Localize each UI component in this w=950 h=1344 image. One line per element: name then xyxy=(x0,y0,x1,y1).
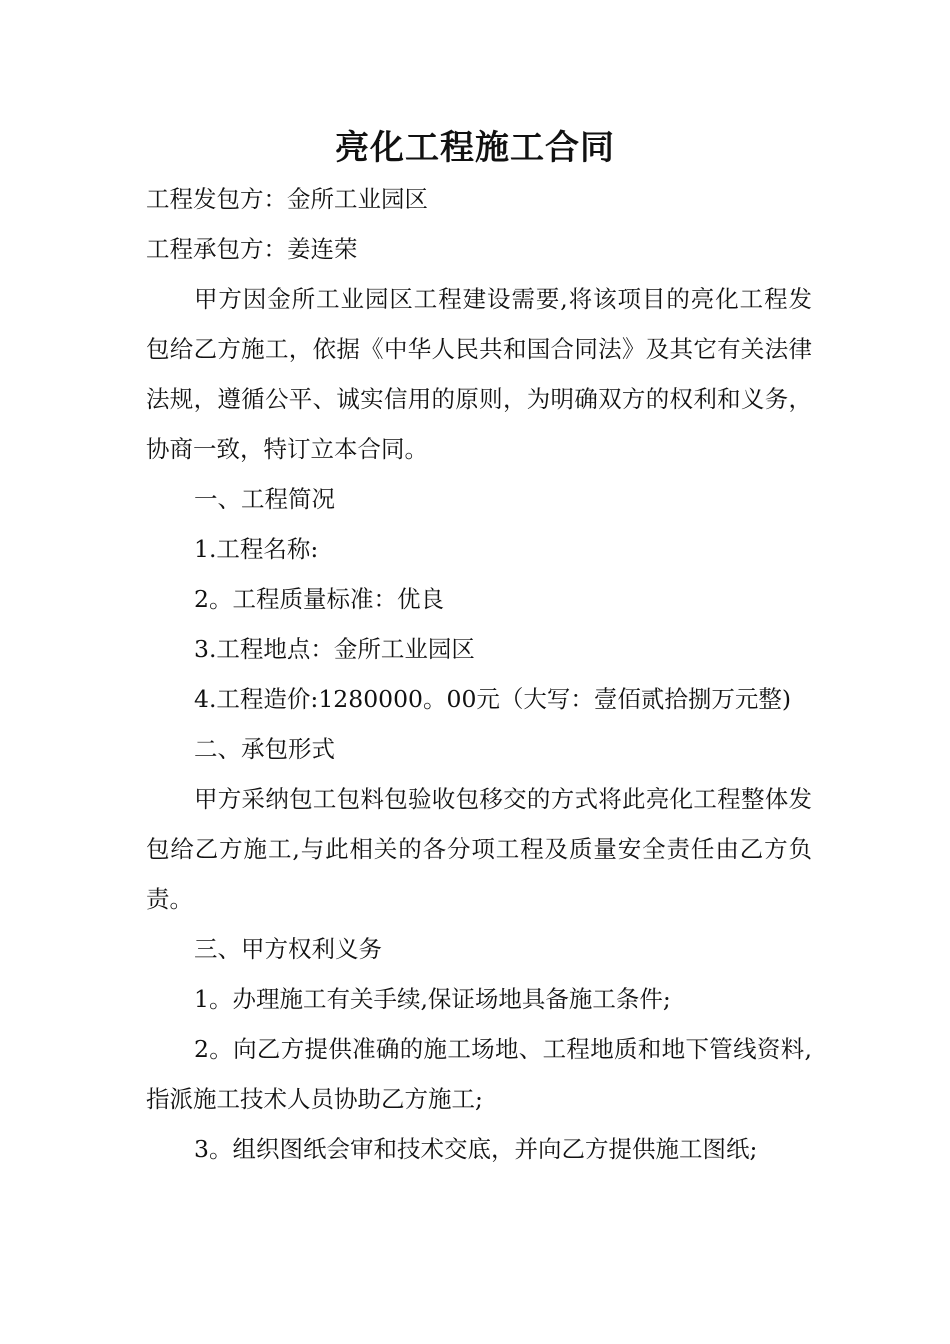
section-heading: 三、甲方权利义务 xyxy=(194,935,382,963)
section-item: 1。办理施工有关手续,保证场地具备施工条件; xyxy=(194,985,671,1013)
section-heading: 一、工程简况 xyxy=(194,485,335,513)
section-item: 2。向乙方提供准确的施工场地、工程地质和地下管线资料,指派施工技术人员协助乙方施工; xyxy=(146,1035,812,1113)
section-item: 4.工程造价:1280000。00元（大写：壹佰贰拾捌万元整) xyxy=(194,685,792,713)
contractor-line: 工程承包方：姜连荣 xyxy=(146,235,358,263)
section-item: 3。组织图纸会审和技术交底，并向乙方提供施工图纸; xyxy=(194,1135,758,1163)
section-item: 2。工程质量标准：优良 xyxy=(194,585,444,613)
preamble-paragraph: 甲方因金所工业园区工程建设需要,将该项目的亮化工程发包给乙方施工，依据《中华人民共和国合同法》及其它有关法律法规，遵循公平、诚实信用的原则，为明确双方的权利和义务，协商一致，特订立本合同。 xyxy=(146,285,812,463)
document-body xyxy=(146,174,812,1174)
section-heading: 二、承包形式 xyxy=(194,735,335,763)
document-title: 亮化工程施工合同 xyxy=(335,128,615,168)
section-item: 1.工程名称: xyxy=(194,535,319,563)
section-item: 3.工程地点：金所工业园区 xyxy=(194,635,475,663)
section-paragraph: 甲方采纳包工包料包验收包移交的方式将此亮化工程整体发包给乙方施工,与此相关的各分项工程及质量安全责任由乙方负责。 xyxy=(146,785,812,913)
employer-line: 工程发包方：金所工业园区 xyxy=(146,185,428,213)
